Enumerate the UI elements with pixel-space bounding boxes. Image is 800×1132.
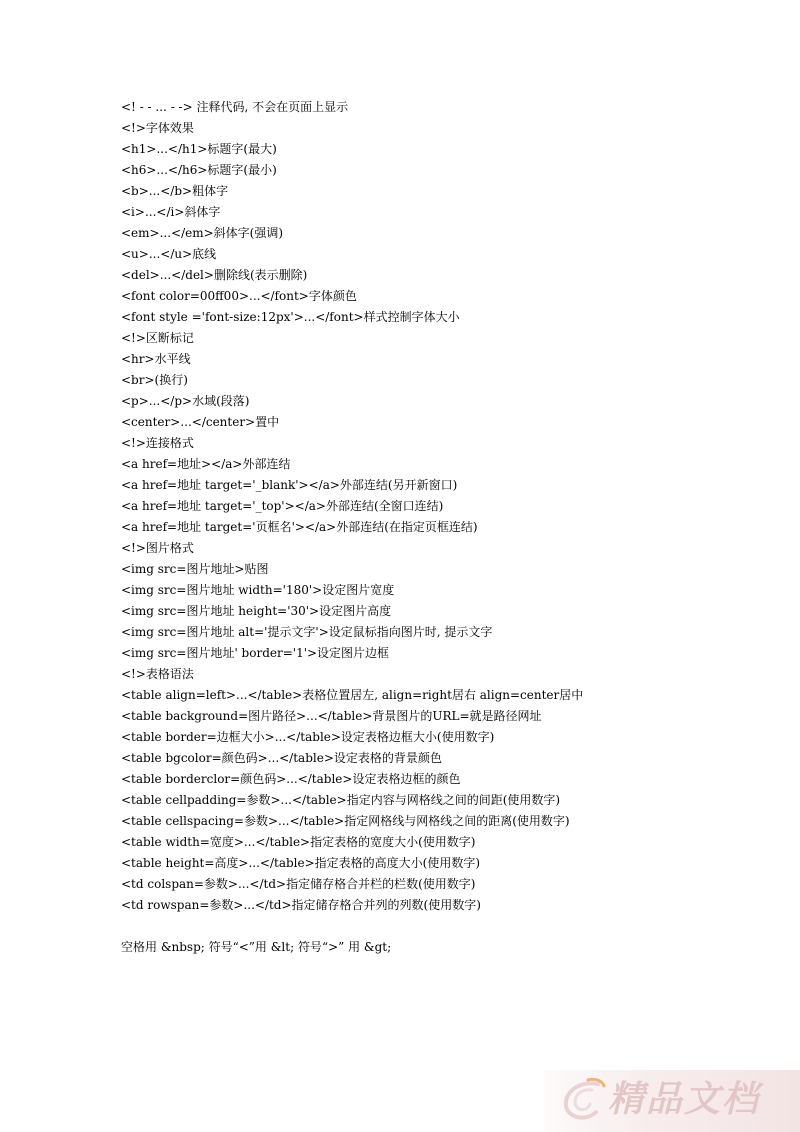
- document-line: <a href=地址 target='_blank'></a>外部连结(另开新窗口): [121, 478, 458, 492]
- document-line: <table cellspacing=参数>...</table>指定网格线与网格线之间的距离(使用数字): [121, 814, 570, 828]
- document-line: <br>(换行): [121, 373, 188, 387]
- document-line: <!>区断标记: [121, 331, 194, 345]
- document-lines: [121, 97, 761, 916]
- document-line: <!>表格语法: [121, 667, 194, 681]
- document-line: <a href=地址></a>外部连结: [121, 457, 291, 471]
- document-line: <table borderclor=颜色码>...</table>设定表格边框的颜色: [121, 772, 461, 786]
- document-line: <del>...</del>删除线(表示删除): [121, 268, 308, 282]
- document-line: <table align=left>...</table>表格位置居左, align=right居右 align=center居中: [121, 688, 584, 702]
- document-line: <table border=边框大小>...</table>设定表格边框大小(使用数字): [121, 730, 495, 744]
- document-line: <td colspan=参数>...</td>指定储存格合并栏的栏数(使用数字): [121, 877, 476, 891]
- watermark-text: 精品文档: [608, 1079, 761, 1120]
- document-line: <td rowspan=参数>...</td>指定储存格合并列的列数(使用数字): [121, 898, 481, 912]
- document-line: <img src=图片地址 height='30'>设定图片高度: [121, 604, 392, 618]
- document-body: [121, 97, 761, 958]
- document-line: <h6>...</h6>标题字(最小): [121, 163, 277, 177]
- document-line: <a href=地址 target='页框名'></a>外部连结(在指定页框连结): [121, 520, 478, 534]
- document-line: <table bgcolor=颜色码>...</table>设定表格的背景颜色: [121, 751, 442, 765]
- swirl-logo-icon: [558, 1076, 606, 1124]
- document-line: <table cellpadding=参数>...</table>指定内容与网格线之间的间距(使用数字): [121, 793, 561, 807]
- document-line: <i>...</i>斜体字: [121, 205, 221, 219]
- document-line: <img src=图片地址>贴图: [121, 562, 269, 576]
- document-line: <p>...</p>水域(段落): [121, 394, 250, 408]
- document-line: <img src=图片地址 alt='提示文字'>设定鼠标指向图片时, 提示文字: [121, 625, 493, 639]
- document-line: <!>字体效果: [121, 121, 194, 135]
- document-line: <hr>水平线: [121, 352, 191, 366]
- document-line: <table height=高度>...</table>指定表格的高度大小(使用数字): [121, 856, 481, 870]
- document-line: <! - - ... - -> 注释代码, 不会在页面上显示: [121, 100, 349, 114]
- document-line: <em>...</em>斜体字(强调): [121, 226, 284, 240]
- document-line: <img src=图片地址' border='1'>设定图片边框: [121, 646, 390, 660]
- document-line: <!>图片格式: [121, 541, 194, 555]
- document-line: <font style ='font-size:12px'>...</font>样式控制字体大小: [121, 310, 460, 324]
- document-line: <b>...</b>粗体字: [121, 184, 229, 198]
- document-line: <h1>...</h1>标题字(最大): [121, 142, 277, 156]
- entity-note-line: 空格用 &nbsp; 符号“<”用 &lt; 符号“>” 用 &gt;: [121, 940, 392, 954]
- watermark-logo: [544, 1070, 800, 1132]
- document-line: <table width=宽度>...</table>指定表格的宽度大小(使用数字): [121, 835, 476, 849]
- document-line: <font color=00ff00>...</font>字体颜色: [121, 289, 357, 303]
- document-line: <center>...</center>置中: [121, 415, 280, 429]
- blank-spacer: [121, 916, 761, 937]
- document-line: <a href=地址 target='_top'></a>外部连结(全窗口连结): [121, 499, 444, 513]
- document-line: <table background=图片路径>...</table>背景图片的URL=就是路径网址: [121, 709, 542, 723]
- document-line: <u>...</u>底线: [121, 247, 217, 261]
- document-line: <!>连接格式: [121, 436, 194, 450]
- document-line: <img src=图片地址 width='180'>设定图片宽度: [121, 583, 395, 597]
